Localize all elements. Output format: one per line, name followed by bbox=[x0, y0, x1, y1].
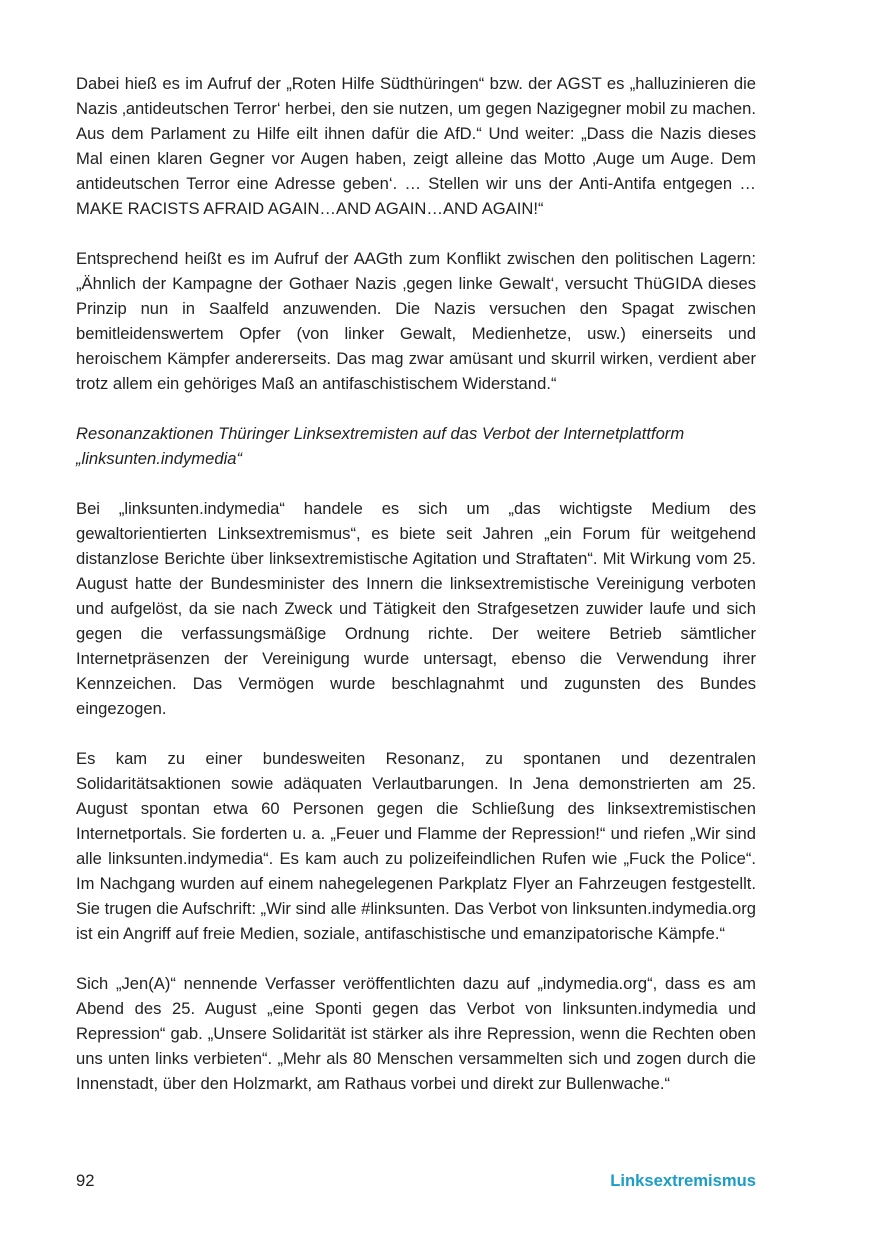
section-heading: Resonanzaktionen Thüringer Linksextremisten auf das Verbot der Internetplattform „linksunten.indymedia“ bbox=[76, 424, 685, 468]
body-text bbox=[76, 71, 756, 1121]
paragraph-roten-hilfe-quote: Dabei hieß es im Aufruf der „Roten Hilfe Südthüringen“ bzw. der AGST es „halluzinieren die Nazis ‚antideutschen Terror‘ herbei, den sie nutzen, um gegen Nazigegner mobil zu machen. Aus dem Parlament zu Hilfe eilt ihnen dafür die AfD.“ Und weiter: „Dass die Nazis dieses Mal einen klaren Gegner vor Augen haben, zeigt alleine das Motto ‚Auge um Auge. Dem antideutschen Terror eine Adresse geben‘. … Stellen wir uns der Anti-Antifa entgegen … MAKE RACISTS AFRAID AGAIN…AND AGAIN…AND AGAIN!“ bbox=[76, 74, 756, 218]
paragraph-jena-sponti: Sich „Jen(A)“ nennende Verfasser veröffentlichten dazu auf „indymedia.org“, dass es am Abend des 25. August „eine Sponti gegen das Verbot von linksunten.indymedia und Repression“ gab. „Unsere Solidarität ist stärker als ihre Repression, wenn die Rechten oben uns unten links verbieten“. „Mehr als 80 Menschen versammelten sich und zogen durch die Innenstadt, über den Holzmarkt, am Rathaus vorbei und direkt zur Bullenwache.“ bbox=[76, 974, 756, 1093]
paragraph-aagth-quote: Entsprechend heißt es im Aufruf der AAGth zum Konflikt zwischen den politischen Lagern: „Ähnlich der Kampagne der Gothaer Nazis ‚gegen linke Gewalt‘, versucht ThüGIDA dieses Prinzip nun in Saalfeld anzuwenden. Die Nazis versuchen den Spagat zwischen bemitleidenswertem Opfer (von linker Gewalt, Medienhetze, usw.) einerseits und heroischem Kämpfer andererseits. Das mag zwar amüsant und skurril wirken, verdient aber trotz allem ein gehöriges Maß an antifaschistischem Widerstand.“ bbox=[76, 249, 756, 393]
paragraph-linksunten-ban: Bei „linksunten.indymedia“ handele es sich um „das wichtigste Medium des gewaltorientierten Linksextremismus“, es biete seit Jahren „ein Forum für weitgehend distanzlose Berichte über linksextremistische Agitation und Straftaten“. Mit Wirkung vom 25. August hatte der Bundesminister des Innern die linksextremistische Vereinigung verboten und aufgelöst, da sie nach Zweck und Tätigkeit den Strafgesetzen zuwider laufe und sich gegen die verfassungsmäßige Ordnung richte. Der weitere Betrieb sämtlicher Internetpräsenzen der Vereinigung wurde untersagt, ebenso die Verwendung ihrer Kennzeichen. Das Vermögen wurde beschlagnahmt und zugunsten des Bundes eingezogen. bbox=[76, 499, 756, 718]
paragraph-resonance-jena: Es kam zu einer bundesweiten Resonanz, zu spontanen und dezentralen Solidaritätsaktionen sowie adäquaten Verlautbarungen. In Jena demonstrierten am 25. August spontan etwa 60 Personen gegen die Schließung des linksextremistischen Internetportals. Sie forderten u. a. „Feuer und Flamme der Repression!“ und riefen „Wir sind alle linksunten.indymedia“. Es kam auch zu polizeifeindlichen Rufen wie „Fuck the Police“. Im Nachgang wurden auf einem nahegelegenen Parkplatz Flyer an Fahrzeugen festgestellt. Sie trugen die Aufschrift: „Wir sind alle #linksunten. Das Verbot von linksunten.indymedia.org ist ein Angriff auf freie Medien, soziale, antifaschistische und emanzipatorische Kämpfe.“ bbox=[76, 749, 756, 943]
running-title: Linksextremismus bbox=[610, 1171, 756, 1190]
page-number: 92 bbox=[76, 1171, 95, 1190]
page-footer bbox=[76, 1168, 756, 1193]
